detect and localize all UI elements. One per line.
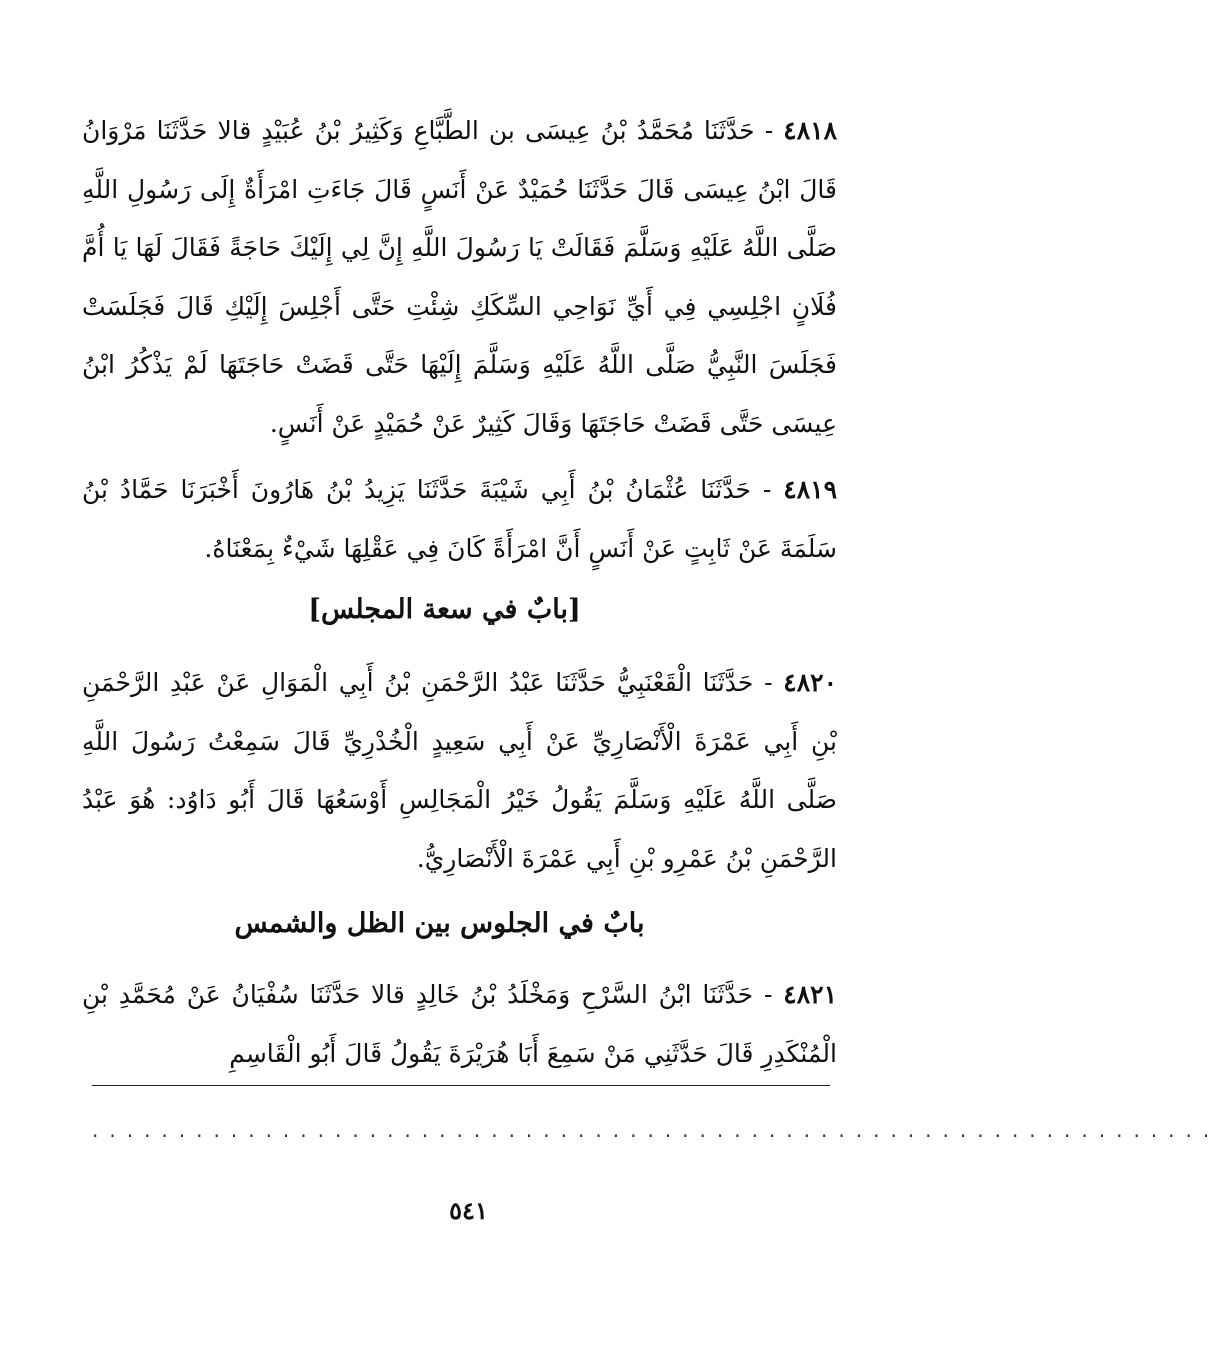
hadith-text: حَدَّثَنَا الْقَعْنَبِيُّ حَدَّثَنَا عَبْدُ الرَّحْمَنِ بْنُ أَبِي الْمَوَالِ عَنْ عَبْدِ الرَّحْمَنِ بْنِ أَبِي عَمْرَةَ الْأَنْصَارِيِّ عَنْ أَبِي سَعِيدٍ الْخُدْرِيِّ قَالَ سَمِعْتُ رَسُولَ اللَّهِ صَلَّى اللَّهُ عَلَيْهِ وَسَلَّمَ يَقُولُ خَيْرُ الْمَجَالِسِ أَوْسَعُهَا قَالَ أَبُو دَاوُد: هُوَ عَبْدُ الرَّحْمَنِ بْنُ عَمْرِو بْنِ أَبِي عَمْرَةَ الْأَنْصَارِيُّ. [82,668,837,873]
hadith-dash: - [750,475,772,504]
hadith-text: حَدَّثَنَا ابْنُ السَّرْحِ وَمَخْلَدُ بْنُ خَالِدٍ قالا حَدَّثَنَا سُفْيَانُ عَنْ مُحَمَّدِ بْنِ الْمُنْكَدِرِ قَالَ حَدَّثَنِي مَنْ سَمِعَ أَبَا هُرَيْرَةَ يَقُولُ قَالَ أَبُو الْقَاسِمِ [82,980,837,1068]
chapter-heading-majlis: [بابٌ في سعة المجلس] [308,594,581,625]
hadith-dash: - [753,980,773,1009]
hadith-text: حَدَّثَنَا مُحَمَّدُ بْنُ عِيسَى بن الطَّبَّاعِ وَكَثِيرُ بْنُ عُبَيْدٍ قالا حَدَّثَنَا مَرْوَانُ قَالَ ابْنُ عِيسَى قَالَ حَدَّثَنَا حُمَيْدٌ عَنْ أَنَسٍ قَالَ جَاءَتِ امْرَأَةٌ إِلَى رَسُولِ اللَّهِ صَلَّى اللَّهُ عَلَيْهِ وَسَلَّمَ فَقَالَتْ يَا رَسُولَ اللَّهِ إِنَّ لِي إِلَيْكَ حَاجَةً فَقَالَ لَهَا يَا أُمَّ فُلَانٍ اجْلِسِي فِي أَيِّ نَوَاحِي السِّكَكِ شِئْتِ حَتَّى أَجْلِسَ إِلَيْكِ قَالَ فَجَلَسَتْ فَجَلَسَ النَّبِيُّ صَلَّى اللَّهُ عَلَيْهِ وَسَلَّمَ إِلَيْهَا حَتَّى قَضَتْ حَاجَتَهَا لَمْ يَذْكُرُ ابْنُ عِيسَى حَتَّى قَضَتْ حَاجَتَهَا وَقَالَ كَثِيرٌ عَنْ حُمَيْدٍ عَنْ أَنَسٍ. [82,116,837,438]
hadith-number: ٤٨٢٠ [783,668,837,697]
page-content [82,102,837,1083]
hadith-4818 [82,102,837,453]
page-number: ٥٤١ [449,1196,488,1225]
footnote-divider [92,1085,830,1086]
hadith-4820 [82,654,837,888]
footnote-dotted-line: ................................................................. [92,1118,1220,1142]
chapter-heading-shade-sun: بابٌ في الجلوس بين الظل والشمس [234,908,645,939]
hadith-number: ٤٨١٩ [783,475,838,504]
hadith-number: ٤٨٢١ [783,980,837,1009]
hadith-text: حَدَّثَنَا عُثْمَانُ بْنُ أَبِي شَيْبَةَ حَدَّثَنَا يَزِيدُ بْنُ هَارُونَ أَخْبَرَنَا حَمَّادُ بْنُ سَلَمَةَ عَنْ ثَابِتٍ عَنْ أَنَسٍ أَنَّ امْرَأَةً كَانَ فِي عَقْلِهَا شَيْءٌ بِمَعْنَاهُ. [82,475,837,563]
hadith-number: ٤٨١٨ [783,116,838,145]
hadith-4821 [82,966,837,1083]
hadith-dash: - [753,668,773,697]
hadith-4819 [82,461,837,578]
hadith-dash: - [754,116,774,145]
